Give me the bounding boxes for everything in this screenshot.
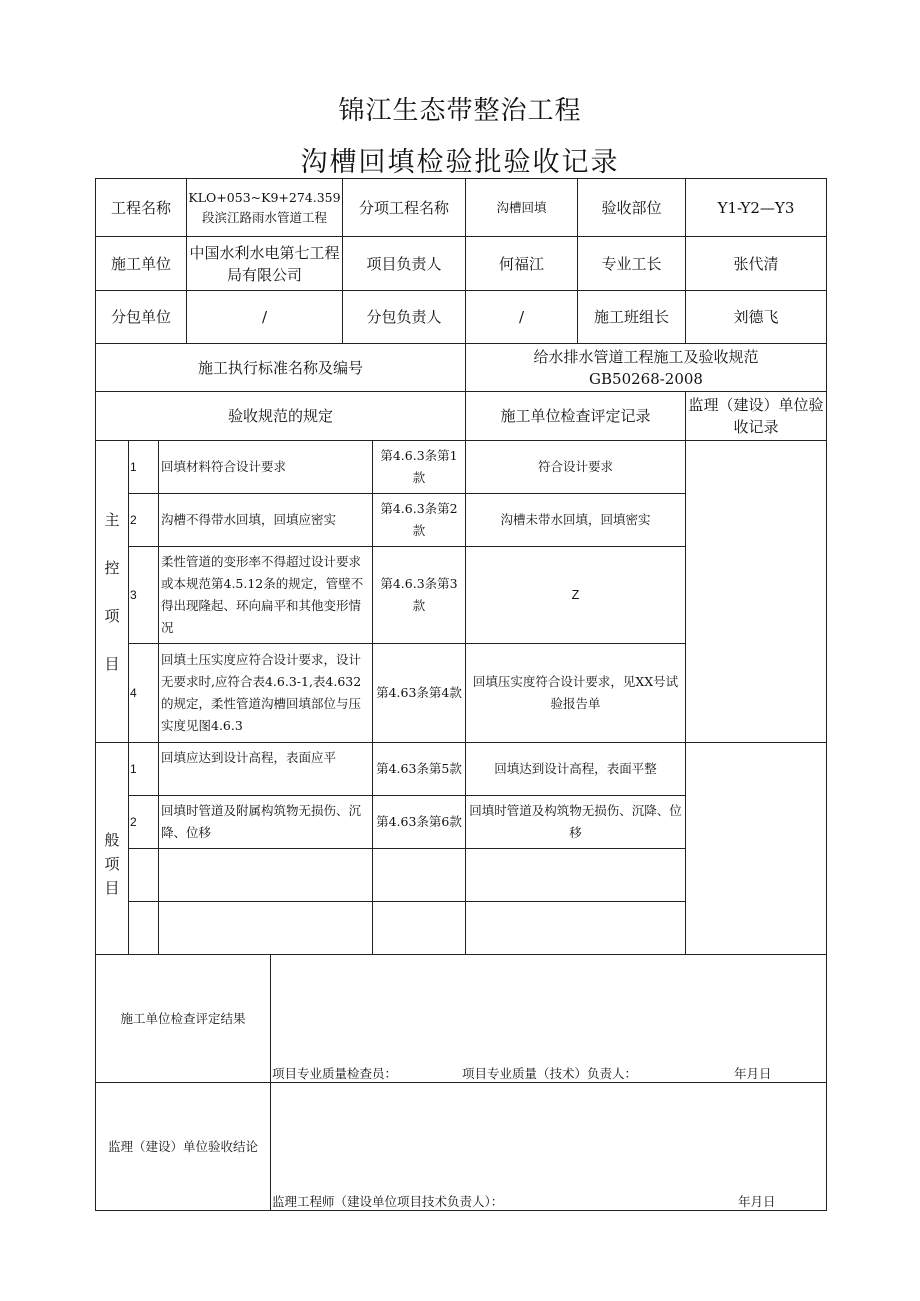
- project-manager-label: 项目负责人: [342, 236, 466, 291]
- item-requirement: 沟槽不得带水回填，回填应密实: [158, 493, 373, 547]
- project-manager-value: 何福江: [465, 236, 578, 291]
- item-record: 符合设计要求: [465, 440, 686, 494]
- foreman-value: 张代清: [685, 236, 827, 291]
- foreman-label: 专业工长: [577, 236, 686, 291]
- item-record: 回填压实度符合设计要求，见XX号试验报告单: [465, 643, 686, 743]
- empty-cell: [158, 848, 373, 902]
- empty-cell: [372, 901, 466, 955]
- empty-cell: [372, 848, 466, 902]
- empty-cell: [465, 848, 686, 902]
- main-control-label: 主 控 项 目: [95, 440, 129, 743]
- quality-inspector-label: 项目专业质量检查员：: [272, 1066, 398, 1081]
- subcontractor-label: 分包单位: [95, 290, 187, 344]
- inspection-part-label: 验收部位: [577, 178, 686, 237]
- subcontractor-value: /: [186, 290, 343, 344]
- item-clause: 第4.63条第6款: [372, 795, 466, 849]
- spec-header: 验收规范的规定: [95, 391, 466, 441]
- supervisor-date-label: 年月日: [738, 1194, 776, 1209]
- supervisor-conclusion-label: 监理（建设）单位验收结论: [95, 1082, 271, 1211]
- item-clause: 第4.6.3条第1款: [372, 440, 466, 494]
- inspection-part-value: Y1-Y2—Y3: [685, 178, 827, 237]
- item-requirement: 回填时管道及附属构筑物无损伤、沉降、位移: [158, 795, 373, 849]
- subcontractor-manager-label: 分包负责人: [342, 290, 466, 344]
- empty-cell: [128, 848, 159, 902]
- standard-label: 施工执行标准名称及编号: [95, 343, 466, 392]
- unit-result-label: 施工单位检查评定结果: [95, 954, 271, 1083]
- item-record: 回填达到设计高程，表面平整: [465, 742, 686, 796]
- supervisor-record-header: 监理（建设）单位验收记录: [685, 391, 827, 441]
- team-leader-value: 刘德飞: [685, 290, 827, 344]
- subcontractor-manager-value: /: [465, 290, 578, 344]
- project-name-value: KLO+053~K9+274.359 段滨江路雨水管道工程: [186, 178, 343, 237]
- empty-cell: [465, 901, 686, 955]
- item-requirement: 回填土压实度应符合设计要求，设计无要求时,应符合表4.6.3-1,表4.632的规定，柔性管道沟槽回填部位与压实度见图4.6.3: [158, 643, 373, 743]
- general-items-label: 般项 目: [95, 742, 129, 955]
- quality-tech-lead-label: 项目专业质量（技术）负责人：: [462, 1066, 638, 1081]
- unit-record-header: 施工单位检查评定记录: [465, 391, 686, 441]
- general-supervisor-record: [685, 742, 827, 955]
- item-clause: 第4.63条第5款: [372, 742, 466, 796]
- item-number: 1: [128, 440, 159, 494]
- item-number: 1: [128, 742, 159, 796]
- item-clause: 第4.6.3条第3款: [372, 546, 466, 644]
- unit-date-label: 年月日: [734, 1066, 772, 1081]
- item-number: 4: [128, 643, 159, 743]
- project-name-label: 工程名称: [95, 178, 187, 237]
- item-requirement: 回填材料符合设计要求: [158, 440, 373, 494]
- item-clause: 第4.6.3条第2款: [372, 493, 466, 547]
- item-number: 2: [128, 795, 159, 849]
- item-number: 2: [128, 493, 159, 547]
- empty-cell: [128, 901, 159, 955]
- empty-cell: [158, 901, 373, 955]
- subproject-label: 分项工程名称: [342, 178, 466, 237]
- standard-value: 给水排水管道工程施工及验收规范 GB50268-2008: [465, 343, 827, 392]
- document-title: 锦江生态带整治工程: [338, 96, 582, 126]
- construction-unit-value: 中国水利水电第七工程局有限公司: [186, 236, 343, 291]
- item-requirement: 回填应达到设计高程，表面应平: [158, 742, 373, 796]
- item-requirement: 柔性管道的变形率不得超过设计要求或本规范第4.5.12条的规定，管壁不得出现隆起、环向扁平和其他变形情况: [158, 546, 373, 644]
- item-record: 回填时管道及构筑物无损伤、沉降、位移: [465, 795, 686, 849]
- item-number: 3: [128, 546, 159, 644]
- team-leader-label: 施工班组长: [577, 290, 686, 344]
- main-control-supervisor-record: [685, 440, 827, 743]
- item-record: 沟槽未带水回填，回填密实: [465, 493, 686, 547]
- construction-unit-label: 施工单位: [95, 236, 187, 291]
- document-subtitle: 沟槽回填检验批验收记录: [300, 147, 620, 178]
- item-record: Z: [465, 546, 686, 644]
- item-clause: 第4.63条第4款: [372, 643, 466, 743]
- supervising-engineer-label: 监理工程师（建设单位项目技术负责人）：: [272, 1194, 504, 1209]
- subproject-value: 沟槽回填: [465, 178, 578, 237]
